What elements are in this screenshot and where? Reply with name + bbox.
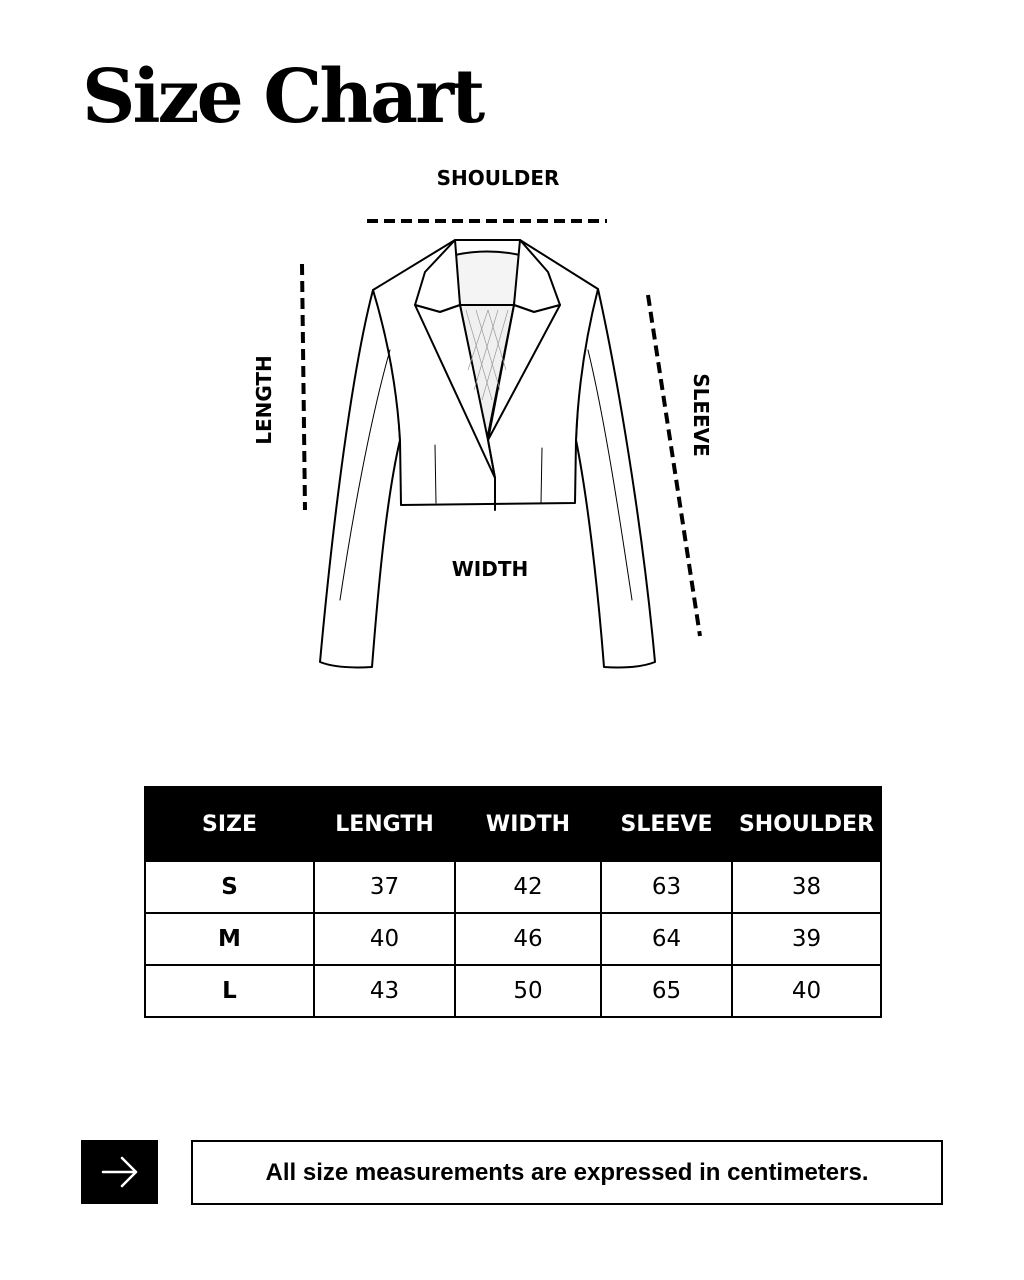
measurement-note — [191, 1140, 943, 1205]
size-cell: M — [145, 913, 314, 965]
column-header-shoulder: SHOULDER — [732, 787, 881, 861]
shoulder-cell: 40 — [732, 965, 881, 1017]
length-cell: 43 — [314, 965, 455, 1017]
size-table — [144, 786, 882, 1018]
length-label: LENGTH — [252, 355, 276, 445]
width-cell: 50 — [455, 965, 601, 1017]
arrow-box — [81, 1140, 158, 1204]
shoulder-label: SHOULDER — [436, 166, 560, 190]
size-cell: L — [145, 965, 314, 1017]
sleeve-label: SLEEVE — [689, 373, 713, 457]
table-header-row — [145, 787, 881, 861]
shoulder-cell: 38 — [732, 861, 881, 913]
page-title: Size Chart — [82, 54, 483, 140]
column-header-length: LENGTH — [314, 787, 455, 861]
size-cell: S — [145, 861, 314, 913]
width-cell: 46 — [455, 913, 601, 965]
table-row — [145, 861, 881, 913]
sleeve-measure-line — [648, 295, 700, 636]
sleeve-cell: 63 — [601, 861, 732, 913]
sleeve-cell: 65 — [601, 965, 732, 1017]
width-label: WIDTH — [451, 557, 529, 581]
table-row — [145, 913, 881, 965]
arrow-right-icon — [100, 1152, 140, 1192]
width-cell: 42 — [455, 861, 601, 913]
column-header-size: SIZE — [145, 787, 314, 861]
length-measure-line — [302, 264, 305, 510]
length-cell: 40 — [314, 913, 455, 965]
column-header-sleeve: SLEEVE — [601, 787, 732, 861]
sleeve-cell: 64 — [601, 913, 732, 965]
length-cell: 37 — [314, 861, 455, 913]
column-header-width: WIDTH — [455, 787, 601, 861]
shoulder-cell: 39 — [732, 913, 881, 965]
table-row — [145, 965, 881, 1017]
measurement-note-text: All size measurements are expressed in centimeters. — [265, 1158, 869, 1186]
jacket-illustration — [320, 240, 655, 667]
